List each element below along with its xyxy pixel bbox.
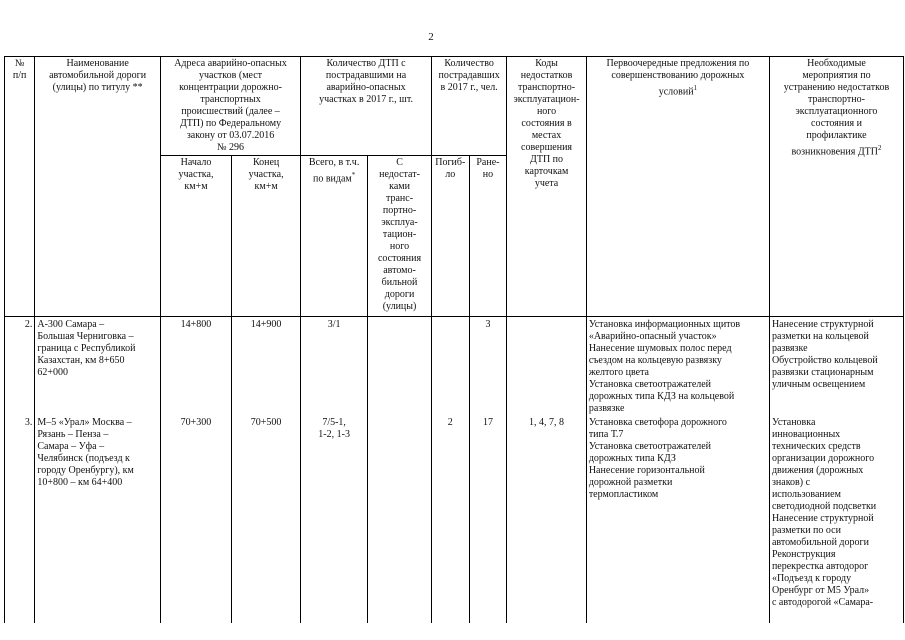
- dtp-table: [4, 56, 904, 623]
- header-victims: Количество пострадавших в 2017 г., чел.: [431, 57, 506, 156]
- row-start: 70+300: [160, 416, 231, 623]
- row-total: 7/5-1, 1-2, 1-3: [301, 416, 368, 623]
- row-proposals: Установка информационных щитов «Аварийно-опасный участок» Нанесение шумовых полос перед съездом на кольцевую развязку желтого цвета Установка светоотражателей дорожных типа КДЗ на кольцевой развязке: [586, 317, 769, 417]
- row-defects: [368, 317, 432, 417]
- table-row: [5, 317, 904, 417]
- header-proposals-text: Первоочередные предложения по совершенствованию дорожных условий: [606, 58, 750, 98]
- row-killed: 2: [431, 416, 469, 623]
- row-start: 14+800: [160, 317, 231, 417]
- row-road: М–5 «Урал» Москва – Рязань – Пенза – Самара – Уфа – Челябинск (подъезд к городу Оренбургу), км 10+800 – км 64+400: [35, 416, 161, 623]
- header-end: Конец участка, км+м: [232, 156, 301, 317]
- header-start: Начало участка, км+м: [160, 156, 231, 317]
- header-codes: Коды недостатков транспортно- эксплуатацион- ного состояния в местах совершения ДТП по карточкам учета: [507, 57, 587, 317]
- header-measures: [769, 57, 903, 317]
- row-measures: Установка инновационных технических средств организации дорожного движения (дорожных знаков) с использованием светодиодной подсветки Нанесение структурной разметки по оси автомобильной дороги Реконструкция перекрестка автодорог «Подъезд к городу Оренбург от М5 Урал» с автодорогой «Самара-: [769, 416, 903, 623]
- row-injured: 17: [469, 416, 507, 623]
- page-number: 2: [428, 31, 434, 43]
- row-num: 3.: [5, 416, 35, 623]
- row-end: 14+900: [232, 317, 301, 417]
- header-proposals-sup: 1: [693, 84, 698, 92]
- header-measures-text: Необходимые мероприятия по устранению недостатков транспортно- эксплуатационного состояния и профилактике возникновения ДТП: [783, 58, 890, 158]
- row-proposals: Установка светофора дорожного типа Т.7 Установка светоотражателей дорожных типа КДЗ Нанесение горизонтальной дорожной разметки термопластиком: [586, 416, 769, 623]
- header-address: Адреса аварийно-опасных участков (мест концентрации дорожно- транспортных происшествий (далее – ДТП) по Федеральному закону от 03.07.2016 № 296: [160, 57, 300, 156]
- header-killed: Погиб- ло: [431, 156, 469, 317]
- row-killed: [431, 317, 469, 417]
- row-injured: 3: [469, 317, 507, 417]
- row-codes: [507, 317, 587, 417]
- row-road: А-300 Самара – Большая Черниговка – граница с Республикой Казахстан, км 8+650 62+000: [35, 317, 161, 417]
- row-defects: [368, 416, 432, 623]
- header-total: [301, 156, 368, 317]
- header-dtp-count: Количество ДТП с пострадавшими на аварийно-опасных участках в 2017 г., шт.: [301, 57, 432, 156]
- header-measures-sup: 2: [878, 144, 882, 152]
- header-road: Наименование автомобильной дороги (улицы) по титулу **: [35, 57, 161, 317]
- row-total: 3/1: [301, 317, 368, 417]
- header-total-sup: *: [351, 171, 356, 179]
- row-num: 2.: [5, 317, 35, 417]
- header-proposals: [586, 57, 769, 317]
- table-row: [5, 416, 904, 623]
- header-total-text: Всего, в т.ч. по видам: [308, 157, 360, 185]
- row-end: 70+500: [232, 416, 301, 623]
- row-measures: Нанесение структурной разметки на кольцевой развязке Обустройство кольцевой развязки стационарным уличным освещением: [769, 317, 903, 417]
- header-defects: С недостат- ками транс- портно- эксплуа- тацион- ного состояния автомо- бильной дороги (улицы): [368, 156, 432, 317]
- header-num: № п/п: [5, 57, 35, 317]
- row-codes: 1, 4, 7, 8: [507, 416, 587, 623]
- header-injured: Ране- но: [469, 156, 507, 317]
